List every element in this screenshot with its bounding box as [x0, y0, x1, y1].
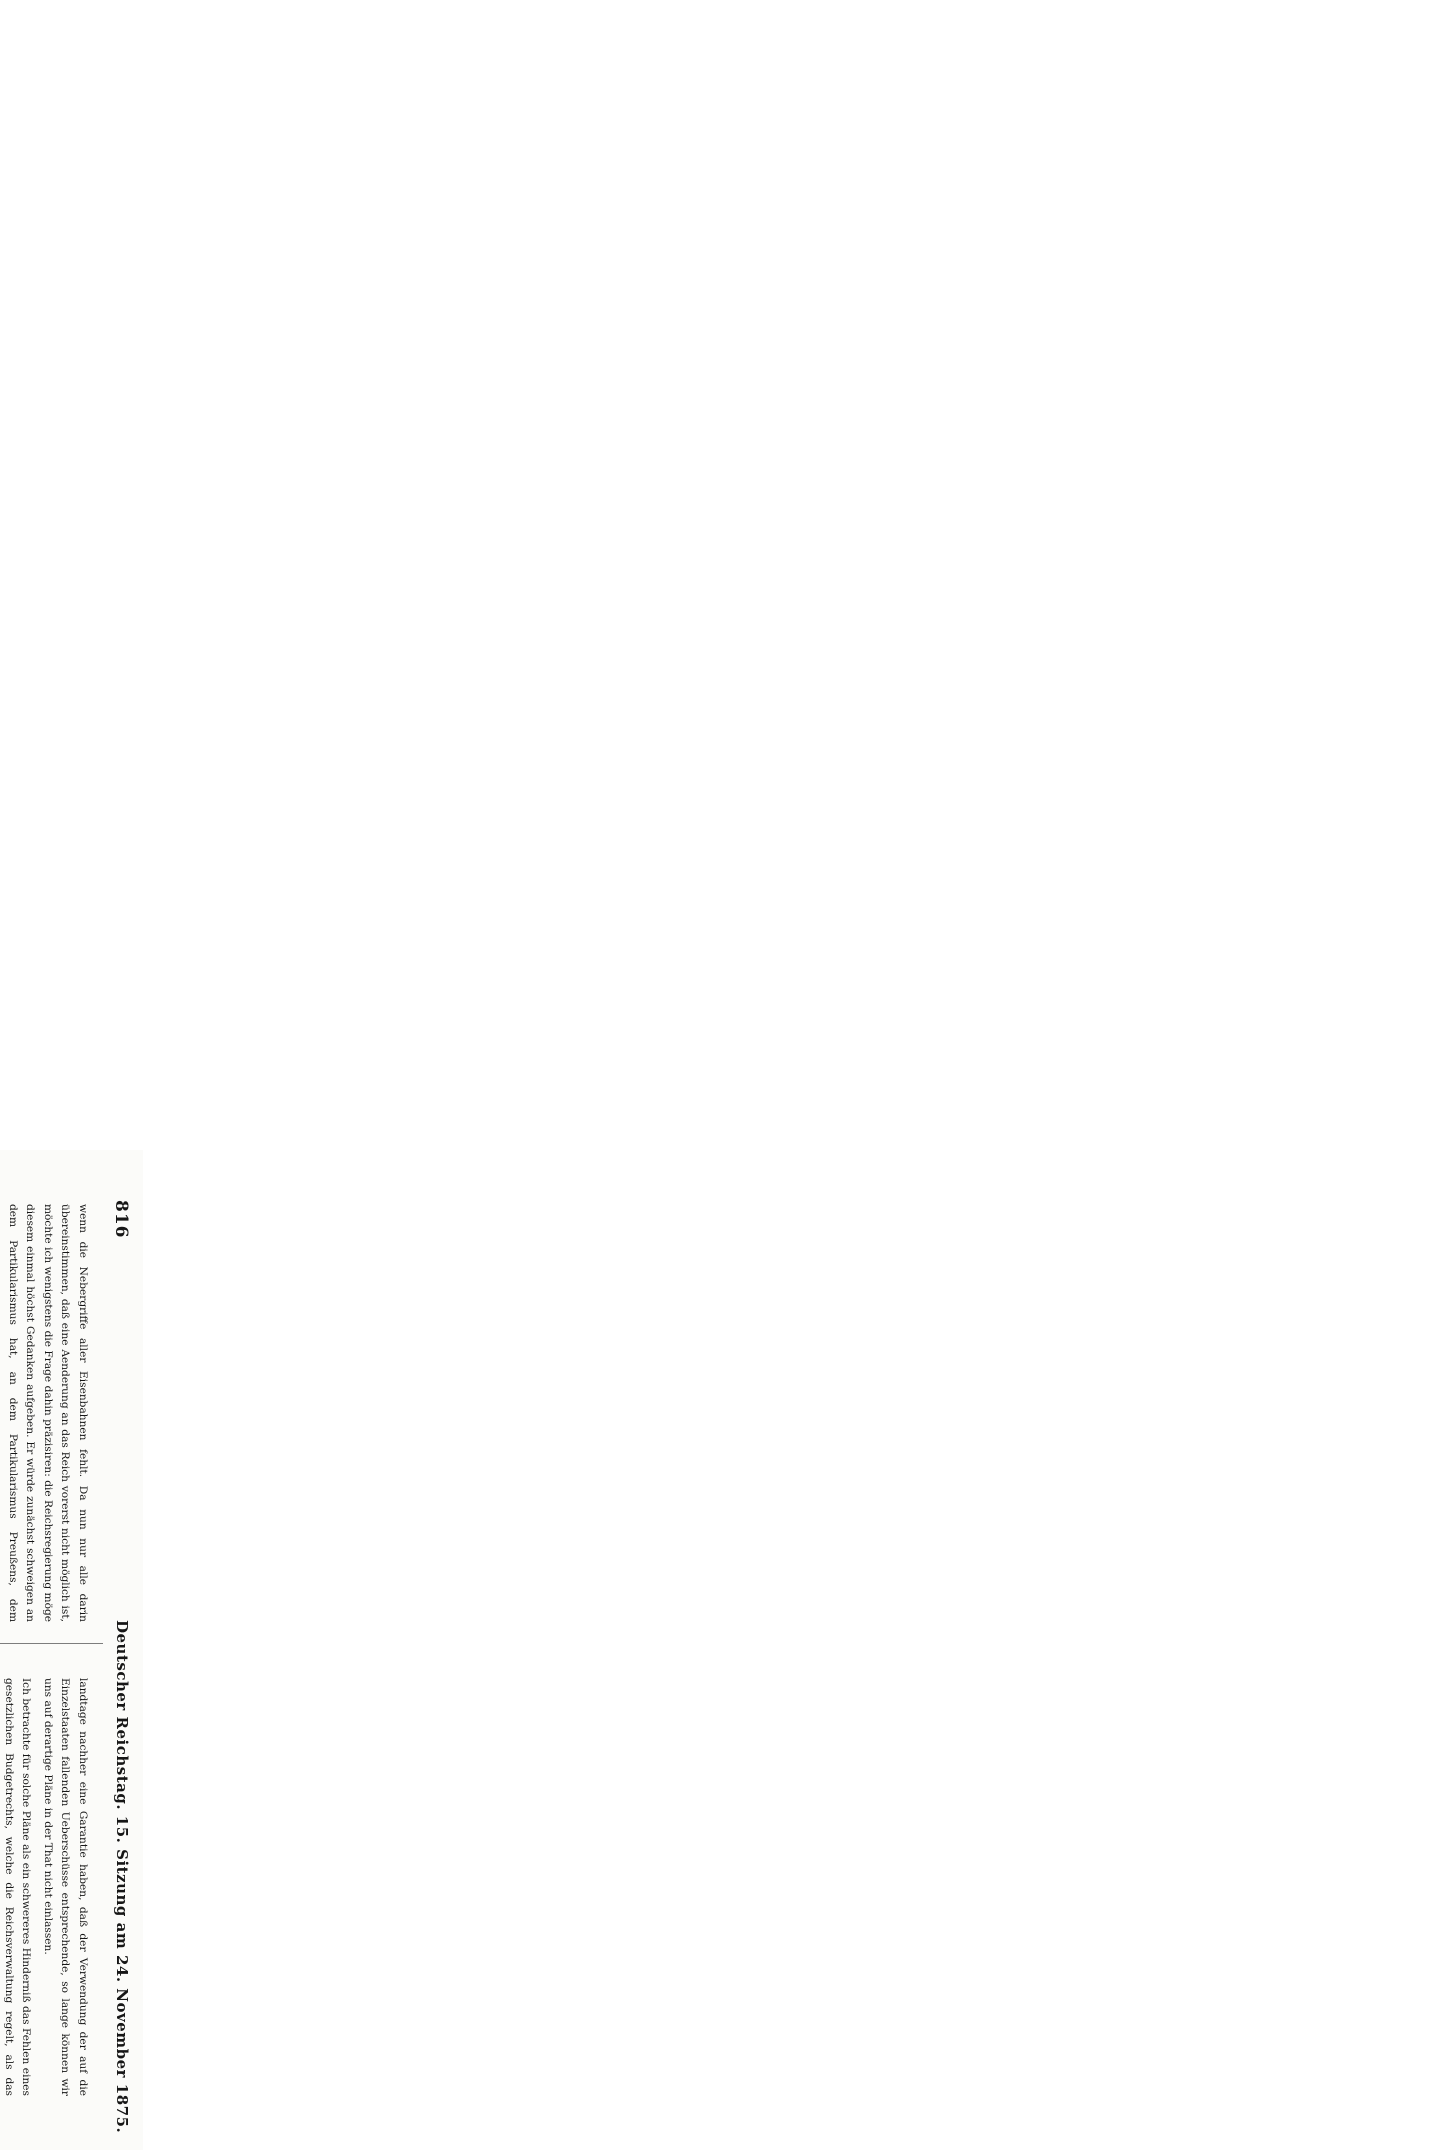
page-header: [107, 1200, 131, 2134]
column-divider: [0, 1643, 103, 1644]
page-number: 816: [111, 1200, 131, 1239]
paragraph: landtage nachher eine Garantie haben, daß der Verwendung der auf die Einzelstaaten fallenden Ueberschüsse entsprechende, so lange können wir uns auf derartige Pläne in der That nicht einlassen.: [41, 1678, 89, 2096]
scanned-page: [0, 1150, 143, 2150]
left-column: [0, 1204, 91, 1622]
paragraph: wenn die Nebergriffe aller Eisenbahnen fehlt. Da nun nur alle darin übereinstimmen, daß eine Aenderung an das Reich vorerst nicht möglich ist, möchte ich wenigstens die Frage dahin präzisiren: die Reichsregierung möge diesem einmal höchst Gedanken aufgeben. Er würde zunächst schweigen an dem Partikularismus hat, an dem Partikularismus Preußens, dem: [6, 1204, 89, 1622]
right-column: [0, 1678, 91, 2096]
paragraph: Ich betrachte für solche Pläne als ein schwereres Hinderniß das Fehlen eines gesetzlichen Budgetrechts, welche die Reichsverwaltung regelt, als das: [2, 1678, 33, 2096]
running-title: Deutscher Reichstag. 15. Sitzung am 24. November 1875.: [113, 1620, 131, 2134]
